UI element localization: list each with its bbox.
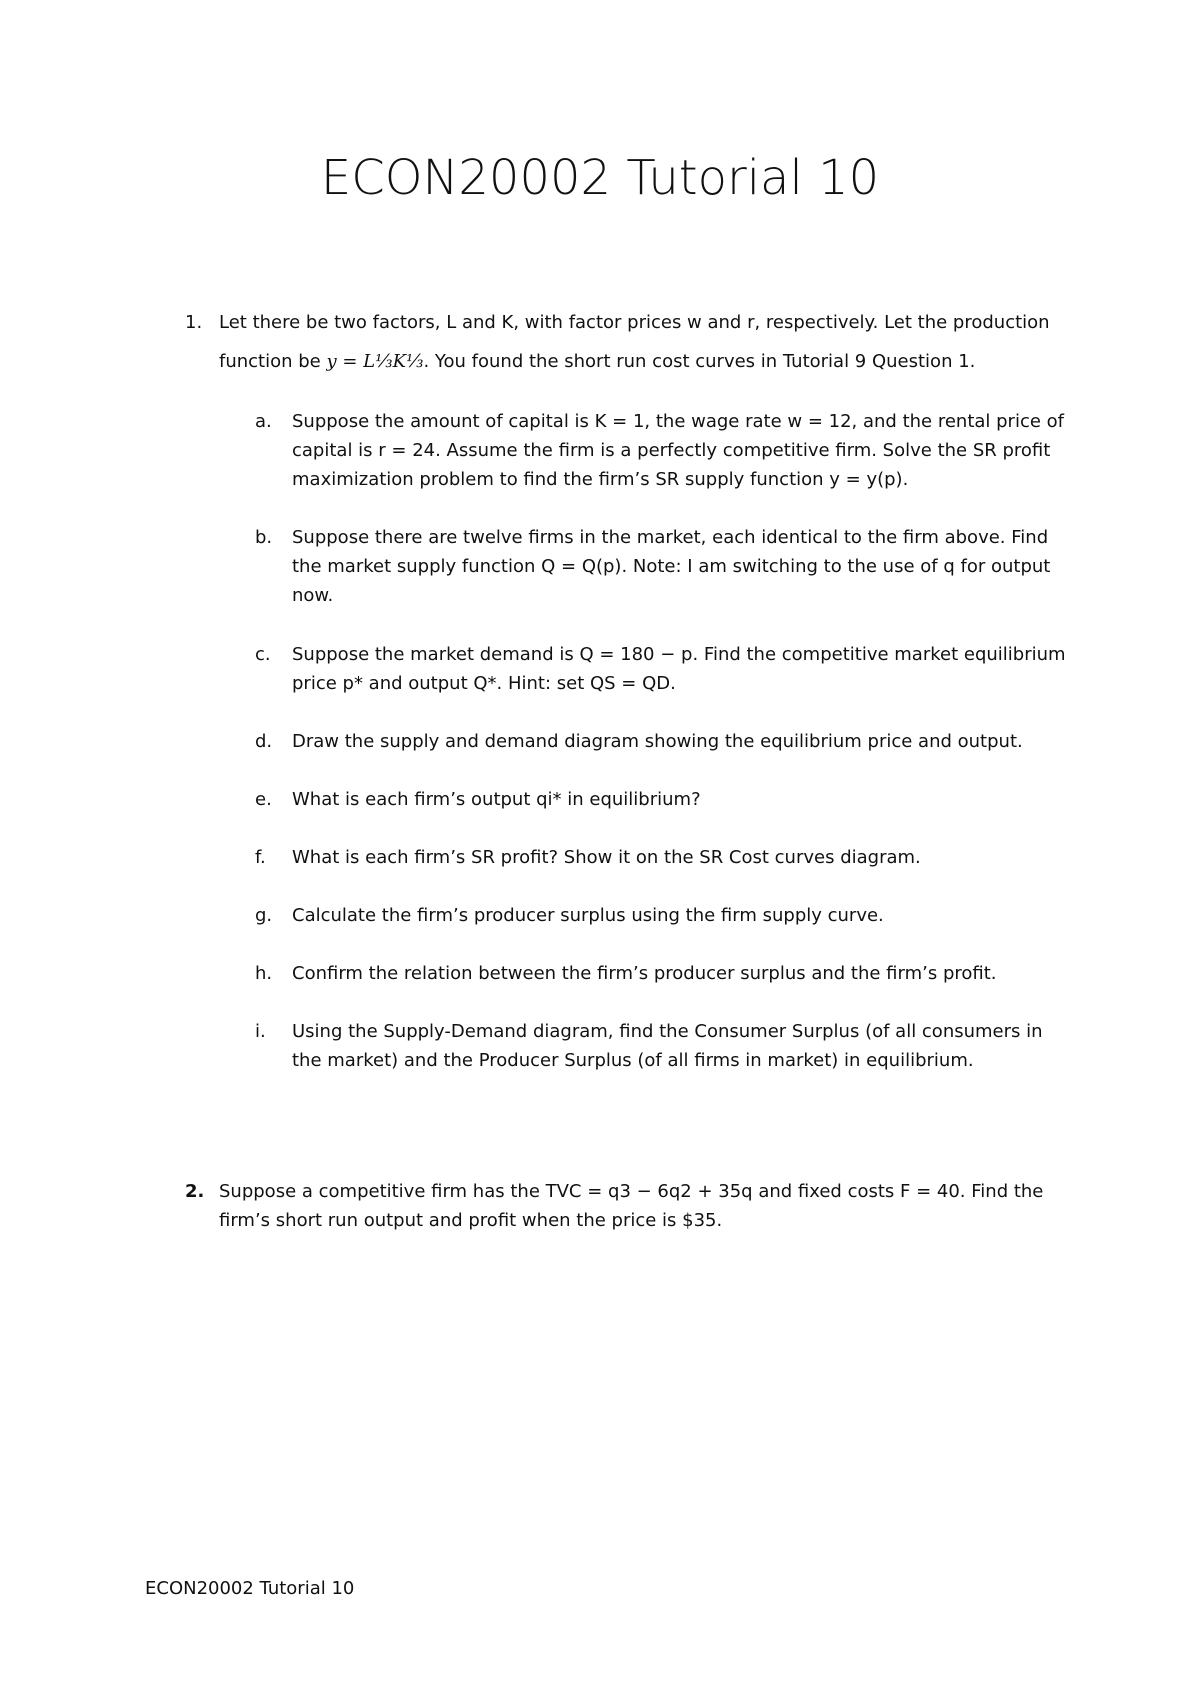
question-line: firm’s short run output and profit when the price is $35. bbox=[219, 1210, 723, 1231]
question-text bbox=[219, 308, 1069, 376]
sub-question-text bbox=[292, 407, 1072, 494]
question-number: 1. bbox=[185, 312, 203, 333]
sub-question-letter: h. bbox=[255, 963, 273, 984]
question-number: 2. bbox=[185, 1181, 205, 1202]
sub-question-text bbox=[292, 523, 1072, 610]
sub-question-text bbox=[292, 785, 1072, 814]
question-line bbox=[219, 347, 1069, 376]
sub-question-line: Confirm the relation between the firm’s producer surplus and the firm’s profit. bbox=[292, 963, 997, 984]
sub-question-letter: f. bbox=[255, 847, 266, 868]
sub-question-line: Suppose there are twelve firms in the market, each identical to the firm above. Find bbox=[292, 527, 1049, 548]
sub-question-text bbox=[292, 959, 1072, 988]
sub-question-line: Calculate the firm’s producer surplus using the firm supply curve. bbox=[292, 905, 884, 926]
sub-question-line: now. bbox=[292, 585, 334, 606]
sub-question-line: maximization problem to find the firm’s SR supply function y = y(p). bbox=[292, 469, 909, 490]
sub-question-line: price p* and output Q*. Hint: set QS = QD. bbox=[292, 673, 676, 694]
sub-question-line: capital is r = 24. Assume the firm is a perfectly competitive firm. Solve the SR profit bbox=[292, 440, 1051, 461]
sub-question-line: Using the Supply-Demand diagram, find the Consumer Surplus (of all consumers in bbox=[292, 1021, 1043, 1042]
sub-question-line: Suppose the market demand is Q = 180 − p. Find the competitive market equilibrium bbox=[292, 644, 1066, 665]
production-function: y = L⅓K⅓ bbox=[326, 351, 424, 372]
sub-question-line: the market) and the Producer Surplus (of all firms in market) in equilibrium. bbox=[292, 1050, 974, 1071]
page-title: ECON20002 Tutorial 10 bbox=[320, 150, 880, 206]
question-text bbox=[219, 1177, 1069, 1235]
sub-question-letter: e. bbox=[255, 789, 272, 810]
question-line: Suppose a competitive firm has the TVC = q3 − 6q2 + 35q and fixed costs F = 40. Find the bbox=[219, 1181, 1044, 1202]
sub-question-text bbox=[292, 843, 1072, 872]
sub-question-letter: d. bbox=[255, 731, 273, 752]
page-footer: ECON20002 Tutorial 10 bbox=[145, 1578, 355, 1599]
question-line: Let there be two factors, L and K, with factor prices w and r, respectively. Let the production bbox=[219, 312, 1050, 333]
line-prefix: function be bbox=[219, 351, 327, 372]
sub-question-text bbox=[292, 727, 1072, 756]
sub-question-line: What is each firm’s output qi* in equilibrium? bbox=[292, 789, 701, 810]
sub-question-text bbox=[292, 640, 1072, 698]
line-suffix: . You found the short run cost curves in Tutorial 9 Question 1. bbox=[423, 351, 976, 372]
sub-question-letter: c. bbox=[255, 644, 271, 665]
sub-question-letter: i. bbox=[255, 1021, 266, 1042]
sub-question-text bbox=[292, 901, 1072, 930]
sub-question-line: What is each firm’s SR profit? Show it on the SR Cost curves diagram. bbox=[292, 847, 921, 868]
sub-question-letter: a. bbox=[255, 411, 272, 432]
sub-question-line: Suppose the amount of capital is K = 1, the wage rate w = 12, and the rental price of bbox=[292, 411, 1064, 432]
sub-question-letter: g. bbox=[255, 905, 273, 926]
sub-question-letter: b. bbox=[255, 527, 273, 548]
sub-question-line: Draw the supply and demand diagram showing the equilibrium price and output. bbox=[292, 731, 1023, 752]
sub-question-line: the market supply function Q = Q(p). Note: I am switching to the use of q for output bbox=[292, 556, 1051, 577]
sub-question-text bbox=[292, 1017, 1072, 1075]
